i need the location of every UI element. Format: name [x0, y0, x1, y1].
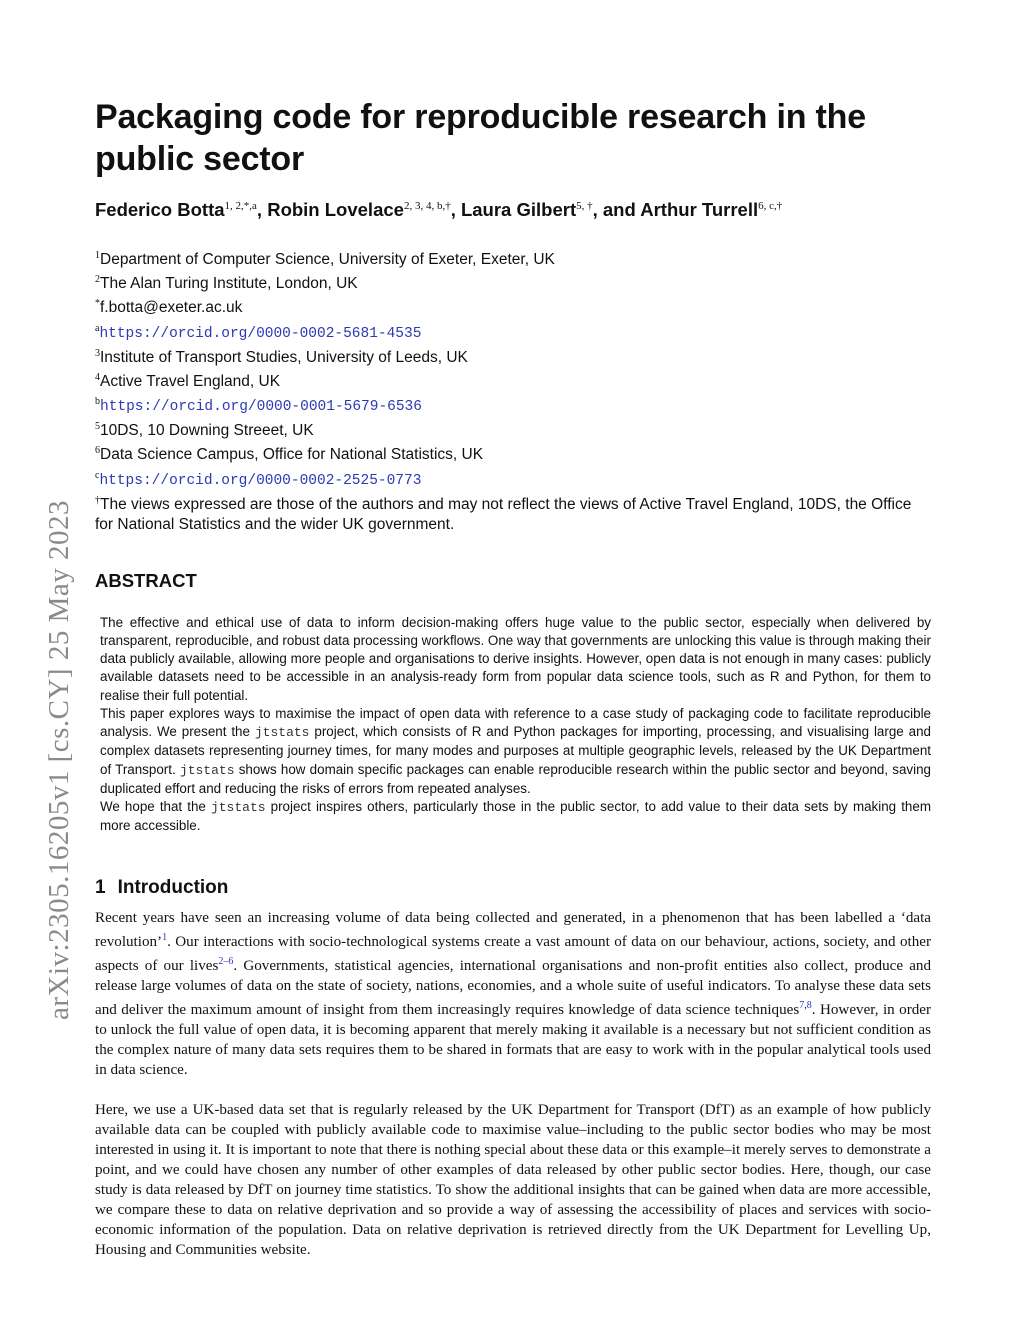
author-name: Arthur Turrell: [640, 199, 759, 221]
orcid-link[interactable]: https://orcid.org/0000-0002-2525-0773: [99, 472, 422, 489]
abstract-text: shows how domain specific packages can enable reproducible research within the public sector and beyond, saving duplicated effort and reducing the risks of errors from repeated analyses.: [100, 761, 931, 796]
affiliation-text: Department of Computer Science, University of Exeter, Exeter, UK: [100, 251, 555, 269]
affiliation-mark: 5: [95, 421, 100, 433]
affiliation-item: [95, 319, 931, 344]
affiliation-text: 10DS, 10 Downing Streeet, UK: [100, 422, 314, 440]
corresponding-email: f.botta@exeter.ac.uk: [100, 299, 243, 317]
orcid-link[interactable]: https://orcid.org/0000-0002-5681-4535: [99, 325, 422, 342]
citation-separator: ,: [804, 1000, 807, 1012]
package-name-code: jtstats: [254, 725, 310, 741]
abstract-paragraph: The effective and ethical use of data to inform decision-making offers huge value to the public sector, especially when delivered by transparent, reproducible, and robust data processing workflows. One way that governments are unlocking this value is through making their data publicly available, allowing more people and organisations to derive insights. However, open data is not enough in many cases: publicly available datasets need to be accessible in an analysis-ready form from popular data science tools, such as R and Python, for them to realise their full potential.: [100, 614, 931, 703]
abstract-text: We hope that the: [100, 798, 211, 814]
body-text: . Governments, statistical agencies, international organisations and non-profit entities also collect, produce and release large volumes of data on the state of society, nations, economies, and a whole suite of useful indicators. To analyse these data sets and deliver the maximum amount of insight from them increasingly requires knowledge of data science techniques: [95, 958, 932, 1019]
affiliation-item: [95, 344, 931, 368]
section-number: 1: [95, 877, 106, 899]
affiliation-mark: c: [95, 469, 100, 481]
abstract-paragraph: [100, 798, 931, 835]
author-list: [95, 194, 931, 222]
affiliation-text: Data Science Campus, Office for National Statistics, UK: [100, 446, 484, 464]
abstract-text: project, which consists of R and Python packages for importing, processing, and visualising large and complex datasets representing journey times, for many modes and purposes at multiple geographic levels, released by the UK Department of Transport.: [100, 724, 931, 777]
author-separator: ,: [450, 199, 456, 221]
affiliation-mark: *: [95, 298, 100, 310]
affiliation-mark: a: [95, 322, 100, 334]
author-affiliation-marks: 5, †: [576, 200, 593, 212]
paper-title: Packaging code for reproducible research in the public sector: [95, 98, 866, 178]
body-paragraph: Here, we use a UK-based data set that is regularly released by the UK Department for Transport (DfT) as an example of how publicly available data can be coupled with publicly available code to maximise value–including to the public sector bodies who may be most interested in using it. It is important to note that there is nothing special about these data or this example–it merely serves to demonstrate a point, and we could have chosen any number of other examples of data released by other public sector bodies. Here, though, our case study is data released by DfT on journey time statistics. To show the additional insights that can be gained when data are more accessible, we compare these to data on relative deprivation and so provide a way of assessing the accessibility of places and services with socio-economic information of the population. Data on relative deprivation is retrieved directly from the UK Department for Levelling Up, Housing and Communities website.: [95, 1102, 931, 1259]
affiliation-mark: b: [95, 396, 100, 408]
affiliation-text: Active Travel England, UK: [100, 373, 281, 391]
affiliation-item: [95, 441, 931, 465]
body-text: Recent years have seen an increasing volume of data being collected and generated, in a phenomenon that has been labelled a ‘data revolution’: [95, 910, 931, 951]
disclaimer-note: [95, 491, 931, 535]
affiliation-mark: 1: [95, 250, 100, 262]
author-affiliation-marks: 1, 2,*,a: [224, 200, 257, 212]
affiliation-item: [95, 392, 931, 417]
disclaimer-text: The views expressed are those of the authors and may not reflect the views of Active Travel England, 10DS, the Office for National Statistics and the wider UK government.: [95, 495, 912, 533]
section-heading-introduction: [95, 876, 931, 900]
abstract-paragraph: [100, 705, 931, 798]
affiliation-list: [95, 246, 931, 535]
affiliation-item: [95, 246, 931, 270]
package-name-code: jtstats: [210, 799, 266, 815]
affiliation-mark: 2: [95, 274, 100, 286]
citation-link[interactable]: 1: [162, 932, 168, 944]
citation-link[interactable]: 8: [806, 1000, 812, 1012]
affiliation-item: [95, 368, 931, 392]
author-name: Robin Lovelace: [267, 199, 404, 221]
affiliation-mark: 6: [95, 445, 100, 457]
author-affiliation-marks: 6, c,†: [758, 200, 783, 212]
author-affiliation-marks: 2, 3, 4, b,†: [403, 200, 451, 212]
section-title: Introduction: [117, 877, 229, 899]
author-name: Laura Gilbert: [460, 199, 577, 221]
body-text: . Our interactions with socio-technological systems create a vast amount of data on our behaviour, actions, society, and other aspects of our lives: [95, 934, 931, 975]
affiliation-item: [95, 294, 931, 318]
abstract-body: [100, 614, 931, 835]
affiliation-item: [95, 417, 931, 441]
body-paragraph: [95, 908, 931, 1080]
paper-page: [95, 96, 931, 1260]
abstract-text: This paper explores ways to maximise the impact of open data with reference to a case study of packaging code to facilitate reproducible analysis. We present the: [100, 705, 931, 740]
citation-link[interactable]: 2–6: [218, 956, 234, 968]
affiliation-text: The Alan Turing Institute, London, UK: [100, 275, 358, 293]
abstract-heading: ABSTRACT: [95, 569, 197, 591]
affiliation-mark: 4: [95, 371, 100, 383]
author-name: Federico Botta: [95, 199, 225, 221]
author-separator: ,: [256, 199, 263, 221]
orcid-link[interactable]: https://orcid.org/0000-0001-5679-6536: [100, 399, 422, 416]
affiliation-item: [95, 270, 931, 294]
affiliation-mark: †: [95, 494, 100, 506]
author-separator: , and: [592, 199, 636, 221]
affiliation-mark: 3: [95, 347, 100, 359]
package-name-code: jtstats: [179, 762, 235, 778]
affiliation-text: Institute of Transport Studies, University of Leeds, UK: [100, 348, 468, 366]
affiliation-item: [95, 466, 931, 491]
citation-link[interactable]: 7: [799, 1000, 805, 1012]
arxiv-identifier: arXiv:2305.16205v1 [cs.CY] 25 May 2023: [43, 499, 75, 1020]
abstract-text: project inspires others, particularly those in the public sector, to add value to their data sets by making them more accessible.: [100, 798, 931, 834]
body-text: . However, in order to unlock the full value of open data, it is becoming apparent that merely making it available is a necessary but not sufficient condition as the complex nature of many data sets requires them to be shared in formats that are easy to work with in the popular analytical tools used in data science.: [95, 1002, 932, 1079]
